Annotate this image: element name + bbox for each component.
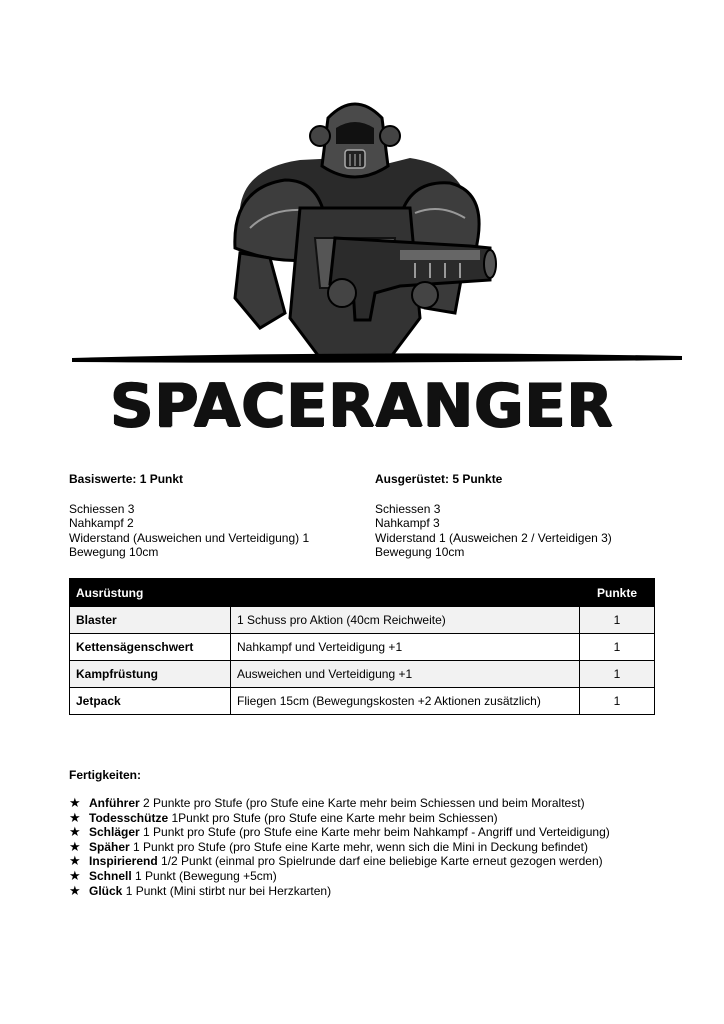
table-row bbox=[70, 661, 655, 688]
skill-desc: 1 Punkt (Mini stirbt nur bei Herzkarten) bbox=[122, 883, 332, 898]
table-row bbox=[70, 607, 655, 634]
equipment-points: 1 bbox=[580, 688, 655, 715]
skill-desc: 1/2 Punkt (einmal pro Spielrunde darf eine beliebige Karte erneut gezogen werden) bbox=[157, 854, 603, 869]
page-title: SPACERANGER bbox=[110, 371, 614, 441]
equipment-header-item: Ausrüstung bbox=[70, 579, 580, 607]
base-stat-line: Widerstand (Ausweichen und Verteidigung) 1 bbox=[69, 530, 310, 545]
equipped-stat-line: Bewegung 10cm bbox=[375, 545, 465, 560]
list-item bbox=[69, 884, 709, 899]
base-stat-line: Bewegung 10cm bbox=[69, 545, 159, 560]
base-stats bbox=[69, 472, 369, 560]
skill-name: Schnell bbox=[89, 868, 132, 883]
equipment-points: 1 bbox=[580, 634, 655, 661]
list-item bbox=[69, 869, 709, 884]
equipment-points: 1 bbox=[580, 661, 655, 688]
star-icon: ★ bbox=[69, 838, 81, 854]
list-item bbox=[69, 811, 709, 826]
equipment-name: Jetpack bbox=[70, 688, 231, 715]
equipment-name: Blaster bbox=[70, 607, 231, 634]
skill-name: Glück bbox=[89, 883, 123, 898]
star-icon: ★ bbox=[69, 795, 81, 810]
star-icon: ★ bbox=[69, 809, 81, 825]
skill-name: Schläger bbox=[89, 825, 140, 840]
equipment-desc: Nahkampf und Verteidigung +1 bbox=[231, 634, 580, 661]
list-item bbox=[69, 840, 709, 855]
skill-desc: 1Punkt pro Stufe (pro Stufe eine Karte mehr beim Schiessen) bbox=[168, 810, 498, 825]
skill-desc: 1 Punkt pro Stufe (pro Stufe eine Karte mehr, wenn sich die Mini in Deckung befindet) bbox=[129, 839, 588, 854]
equipment-header-row bbox=[70, 579, 655, 607]
equipment-desc: Fliegen 15cm (Bewegungskosten +2 Aktionen zusätzlich) bbox=[231, 688, 580, 715]
list-item bbox=[69, 825, 709, 840]
equipped-stat-line: Schiessen 3 bbox=[375, 501, 441, 516]
equipped-stats bbox=[375, 472, 675, 560]
base-stat-line: Nahkampf 2 bbox=[69, 516, 134, 531]
equipment-desc: 1 Schuss pro Aktion (40cm Reichweite) bbox=[231, 607, 580, 634]
equipped-stat-line: Nahkampf 3 bbox=[375, 516, 440, 531]
skill-name: Inspirierend bbox=[89, 854, 158, 869]
equipment-name: Kampfrüstung bbox=[70, 661, 231, 688]
equipped-stats-heading: Ausgerüstet: 5 Punkte bbox=[375, 472, 503, 486]
table-row bbox=[70, 688, 655, 715]
skills-heading: Fertigkeiten: bbox=[69, 768, 142, 782]
star-icon: ★ bbox=[69, 853, 81, 869]
skill-desc: 1 Punkt (Bewegung +5cm) bbox=[131, 868, 277, 883]
skill-desc: 1 Punkt pro Stufe (pro Stufe eine Karte mehr beim Nahkampf - Angriff und Verteidigung) bbox=[139, 825, 610, 840]
equipment-name: Kettensägenschwert bbox=[70, 634, 231, 661]
star-icon: ★ bbox=[69, 824, 81, 840]
base-stats-heading: Basiswerte: 1 Punkt bbox=[69, 472, 184, 486]
skill-name: Späher bbox=[89, 839, 130, 854]
equipment-header-points: Punkte bbox=[580, 579, 655, 607]
equipment-table bbox=[69, 578, 655, 715]
skill-name: Todesschütze bbox=[89, 810, 169, 825]
equipped-stat-line: Widerstand 1 (Ausweichen 2 / Verteidigen 3) bbox=[375, 530, 612, 545]
equipment-desc: Ausweichen und Verteidigung +1 bbox=[231, 661, 580, 688]
base-stat-line: Schiessen 3 bbox=[69, 501, 135, 516]
table-row bbox=[70, 634, 655, 661]
star-icon: ★ bbox=[69, 882, 81, 898]
skills-list bbox=[69, 796, 709, 898]
skill-desc: 2 Punkte pro Stufe (pro Stufe eine Karte mehr beim Schiessen und beim Moraltest) bbox=[139, 796, 585, 810]
equipment-points: 1 bbox=[580, 607, 655, 634]
star-icon: ★ bbox=[69, 867, 81, 883]
list-item bbox=[69, 854, 709, 869]
space-ranger-illustration bbox=[70, 88, 686, 372]
list-item bbox=[69, 796, 709, 811]
skill-name: Anführer bbox=[89, 796, 140, 810]
